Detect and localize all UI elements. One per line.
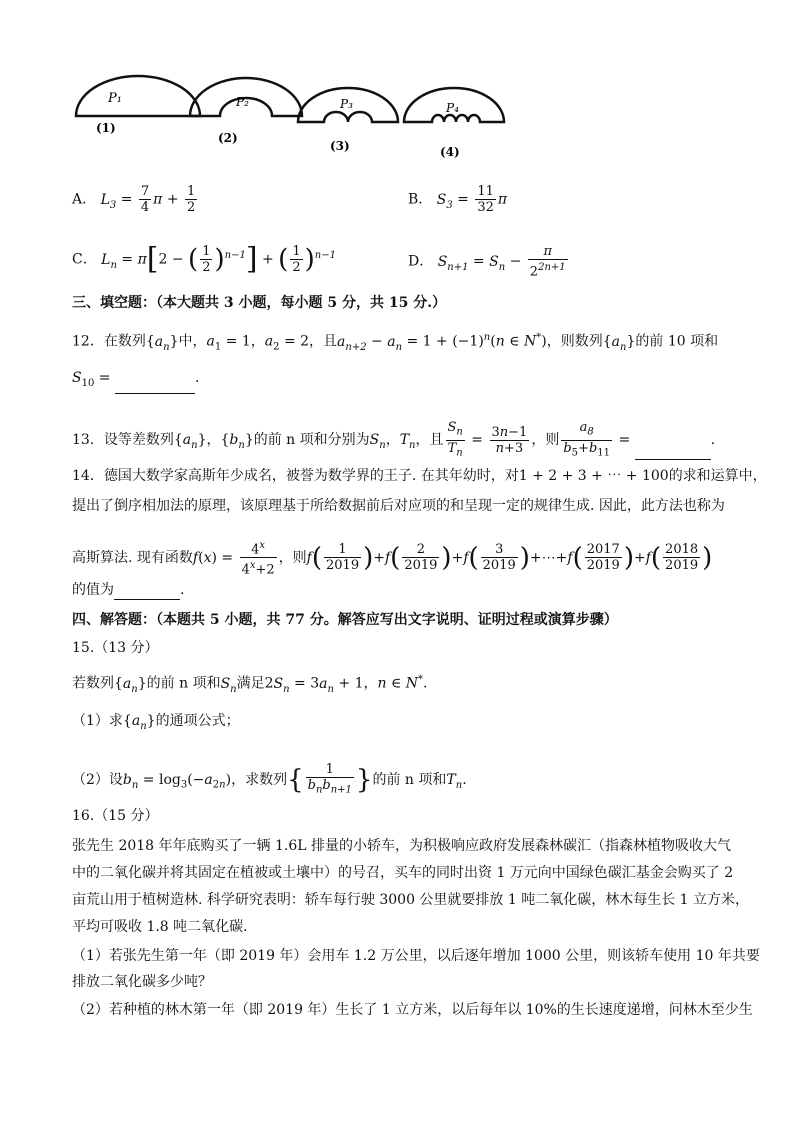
figure-2-label: P₂ — [236, 95, 249, 109]
question-16-line-1: 张先生 2018 年年底购买了一辆 1.6L 排量的小轿车，为积极响应政府发展森林碳汇（指森林植物吸收大气 — [72, 838, 731, 854]
question-16-part-1b: 排放二氧化碳多少吨？ — [72, 974, 212, 990]
question-15-stem: 若数列$\{a_n\}$的前 n 项和$S_n$满足$2S_n = 3a_n + 1$，n ∈ N*. — [72, 674, 428, 695]
question-14-line-2: 提出了倒序相加法的原理，该原理基于所给数据前后对应项的和呈现一定的规律生成. 因此，此方法也称为 — [72, 498, 725, 514]
question-16-head: 16.（15 分） — [72, 808, 159, 824]
question-16-line-4: 平均可吸收 1.8 吨二氧化碳. — [72, 919, 248, 935]
question-12-answer: $S_{10}$ = . — [72, 368, 199, 394]
question-14-line-4: 的值为 . — [72, 582, 185, 598]
question-16-part-2: （2）若种植的林木第一年（即 2019 年）生长了 1 立方米，以后每年以 10%的生长速度递增，问林木至少生 — [72, 1002, 753, 1018]
figure-1-caption: (1) — [96, 121, 116, 135]
question-16-line-3: 亩荒山用于植树造林. 科学研究表明：轿车每行驶 3000 公里就要排放 1 吨二氧化碳，林木每生长 1 立方米， — [72, 892, 750, 908]
section-3-header: 三、填空题：（本大题共 3 小题，每小题 5 分，共 15 分.） — [72, 295, 447, 311]
answer-blank-14[interactable] — [114, 585, 180, 600]
question-16-line-2: 中的二氧化碳并将其固定在植被或土壤中）的号召，买车的同时出资 1 万元向中国绿色碳汇基金会购买了 2 — [72, 865, 734, 881]
answer-blank-12[interactable] — [115, 379, 195, 394]
figure-1-shape — [76, 76, 200, 116]
figure-3-caption: (3) — [330, 139, 350, 153]
figure-4-label: P₄ — [446, 101, 459, 115]
question-15-part-2: （2）设$b_n = \log_3(-a_{2n})$，求数列{ $\frac{1}{b_nb_{n+1}}$ }的前 n 项和$T_n$. — [72, 762, 467, 796]
question-16-part-1a: （1）若张先生第一年（即 2019 年）会用车 1.2 万公里，以后逐年增加 1000 公里，则该轿车使用 10 年共要 — [72, 948, 760, 964]
section-4-header: 四、解答题：（本题共 5 小题，共 77 分。解答应写出文字说明、证明过程或演算步骤） — [72, 612, 618, 628]
figure-4-caption: (4) — [440, 145, 460, 159]
question-15-head: 15.（13 分） — [72, 640, 159, 656]
option-a: A． $L_3$ = $\frac{7}{4}$ π + $\frac{1}{2}$ — [72, 184, 196, 215]
question-13: 13．设等差数列$\{a_n\}$，$\{b_n\}$的前 n 项和分别为$S_n$，$T_n$，且 $\frac{S_n}{T_n}$ = $\frac{3n-1}{n+3}$ ，则 $\frac{a_8}{b_5+b_{11}}$ = . — [72, 420, 716, 459]
option-d: D． $S_{n+1} = S_n$ − $\frac{\pi}{2^{2n+1}}$ — [408, 244, 566, 280]
question-14-line-1: 14．德国大数学家高斯年少成名，被誉为数学界的王子. 在其年幼时，对1 + 2 + 3 + ⋯ + 100的求和运算中， — [72, 468, 767, 484]
question-15-part-1: （1）求$\{a_n\}$的通项公式； — [72, 713, 240, 732]
figure-2-caption: (2) — [218, 131, 238, 145]
question-12: 12．在数列$\{a_n\}$中，$a_1 = 1$，$a_2 = 2$，且$a_{n+2} - a_n = 1 + (-1)^n(n$ ∈ N*)，则数列$\{a_n\}$的前 10 项和 — [72, 332, 719, 353]
semicircle-figures — [68, 72, 508, 168]
answer-blank-13[interactable] — [635, 445, 711, 460]
figure-3-label: P₃ — [340, 97, 353, 111]
option-c: C． $L_n = \pi[2$ − ( $\frac{1}{2}$ )$^{n-1}$] + ( $\frac{1}{2}$ )$^{n-1}$ — [72, 241, 336, 277]
figure-1-label: P₁ — [108, 91, 122, 106]
question-14-line-3: 高斯算法. 现有函数f(x) = $\frac{4^x}{4^x+2}$ ，则f( $\frac{1}{2019}$ )+f( $\frac{2}{2019}$ )+f( $\frac{3}{2019}$ )+⋯+f( $\frac{2017}{2019}$ )+f( $\frac{2018}{2019}$ ) — [72, 540, 713, 578]
option-b: B． $S_3$ = $\frac{11}{32}$ π — [408, 184, 508, 215]
